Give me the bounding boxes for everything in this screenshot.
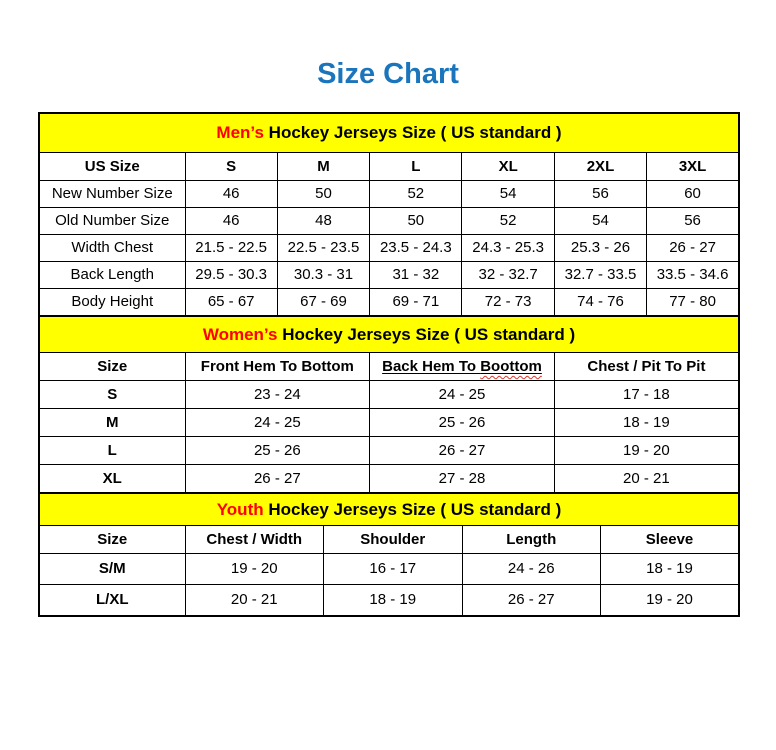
header-row <box>39 526 739 554</box>
value-cell: 20 - 21 <box>185 585 324 617</box>
value-cell: 67 - 69 <box>277 289 369 317</box>
banner-text: Hockey Jerseys Size ( US standard ) <box>263 123 562 143</box>
page-title: Size Chart <box>317 58 459 90</box>
column-header: Back Hem To Boottom <box>370 353 555 381</box>
value-cell: 26 - 27 <box>647 235 739 262</box>
banner-text: Hockey Jerseys Size ( US standard ) <box>277 324 576 344</box>
column-header: Chest / Pit To Pit <box>554 353 739 381</box>
table-row <box>39 235 739 262</box>
value-cell: 31 - 32 <box>370 262 462 289</box>
value-cell: 48 <box>277 208 369 235</box>
value-cell: 25 - 26 <box>370 409 555 437</box>
value-cell: 19 - 20 <box>601 585 740 617</box>
value-cell: 33.5 - 34.6 <box>647 262 739 289</box>
row-label: L <box>39 437 185 465</box>
row-label: S <box>39 381 185 409</box>
value-cell: 24 - 25 <box>185 409 370 437</box>
womens-banner <box>39 316 739 353</box>
value-cell: 30.3 - 31 <box>277 262 369 289</box>
value-cell: 69 - 71 <box>370 289 462 317</box>
mens-size-table <box>38 112 740 317</box>
page <box>0 58 776 750</box>
value-cell: 20 - 21 <box>554 465 739 494</box>
column-header: Size <box>39 353 185 381</box>
value-cell: 46 <box>185 208 277 235</box>
value-cell: 23.5 - 24.3 <box>370 235 462 262</box>
row-label: Back Length <box>39 262 185 289</box>
banner-highlight: Women’s <box>202 324 278 344</box>
table-row <box>39 409 739 437</box>
column-header: S <box>185 153 277 181</box>
value-cell: 18 - 19 <box>554 409 739 437</box>
banner-text: Hockey Jerseys Size ( US standard ) <box>263 499 562 519</box>
table-row <box>39 465 739 494</box>
column-header: Length <box>462 526 601 554</box>
value-cell: 74 - 76 <box>554 289 646 317</box>
mens-banner <box>39 113 739 153</box>
value-cell: 24.3 - 25.3 <box>462 235 554 262</box>
header-row <box>39 153 739 181</box>
column-header: Chest / Width <box>185 526 324 554</box>
size-chart <box>38 112 740 617</box>
table-row <box>39 289 739 317</box>
value-cell: 50 <box>277 181 369 208</box>
column-header: US Size <box>39 153 185 181</box>
column-header: 3XL <box>647 153 739 181</box>
value-cell: 56 <box>554 181 646 208</box>
row-label: Old Number Size <box>39 208 185 235</box>
value-cell: 26 - 27 <box>462 585 601 617</box>
header-row <box>39 353 739 381</box>
value-cell: 17 - 18 <box>554 381 739 409</box>
youth-size-table <box>38 492 740 617</box>
column-header: Sleeve <box>601 526 740 554</box>
value-cell: 54 <box>462 181 554 208</box>
value-cell: 18 - 19 <box>324 585 463 617</box>
value-cell: 60 <box>647 181 739 208</box>
value-cell: 65 - 67 <box>185 289 277 317</box>
table-row <box>39 437 739 465</box>
misspelled-word: Boottom <box>480 357 542 375</box>
value-cell: 27 - 28 <box>370 465 555 494</box>
column-header: 2XL <box>554 153 646 181</box>
row-label: Body Height <box>39 289 185 317</box>
table-row <box>39 208 739 235</box>
value-cell: 25.3 - 26 <box>554 235 646 262</box>
column-header: Shoulder <box>324 526 463 554</box>
womens-size-table <box>38 315 740 494</box>
row-label: Width Chest <box>39 235 185 262</box>
value-cell: 56 <box>647 208 739 235</box>
table-row <box>39 262 739 289</box>
value-cell: 50 <box>370 208 462 235</box>
value-cell: 23 - 24 <box>185 381 370 409</box>
column-header: Size <box>39 526 185 554</box>
value-cell: 52 <box>462 208 554 235</box>
table-row <box>39 554 739 585</box>
banner-highlight: Youth <box>216 499 264 519</box>
value-cell: 25 - 26 <box>185 437 370 465</box>
column-header: L <box>370 153 462 181</box>
banner-highlight: Men’s <box>216 123 264 143</box>
value-cell: 24 - 25 <box>370 381 555 409</box>
row-label: New Number Size <box>39 181 185 208</box>
table-row <box>39 181 739 208</box>
value-cell: 54 <box>554 208 646 235</box>
value-cell: 21.5 - 22.5 <box>185 235 277 262</box>
table-row <box>39 585 739 617</box>
value-cell: 29.5 - 30.3 <box>185 262 277 289</box>
column-header: M <box>277 153 369 181</box>
value-cell: 18 - 19 <box>601 554 740 585</box>
value-cell: 26 - 27 <box>370 437 555 465</box>
value-cell: 16 - 17 <box>324 554 463 585</box>
value-cell: 52 <box>370 181 462 208</box>
row-label: S/M <box>39 554 185 585</box>
youth-banner <box>39 493 739 526</box>
row-label: L/XL <box>39 585 185 617</box>
table-row <box>39 381 739 409</box>
column-header: XL <box>462 153 554 181</box>
value-cell: 24 - 26 <box>462 554 601 585</box>
value-cell: 46 <box>185 181 277 208</box>
value-cell: 72 - 73 <box>462 289 554 317</box>
row-label: M <box>39 409 185 437</box>
value-cell: 26 - 27 <box>185 465 370 494</box>
value-cell: 19 - 20 <box>554 437 739 465</box>
value-cell: 32 - 32.7 <box>462 262 554 289</box>
value-cell: 22.5 - 23.5 <box>277 235 369 262</box>
value-cell: 77 - 80 <box>647 289 739 317</box>
column-header: Front Hem To Bottom <box>185 353 370 381</box>
row-label: XL <box>39 465 185 494</box>
value-cell: 19 - 20 <box>185 554 324 585</box>
value-cell: 32.7 - 33.5 <box>554 262 646 289</box>
